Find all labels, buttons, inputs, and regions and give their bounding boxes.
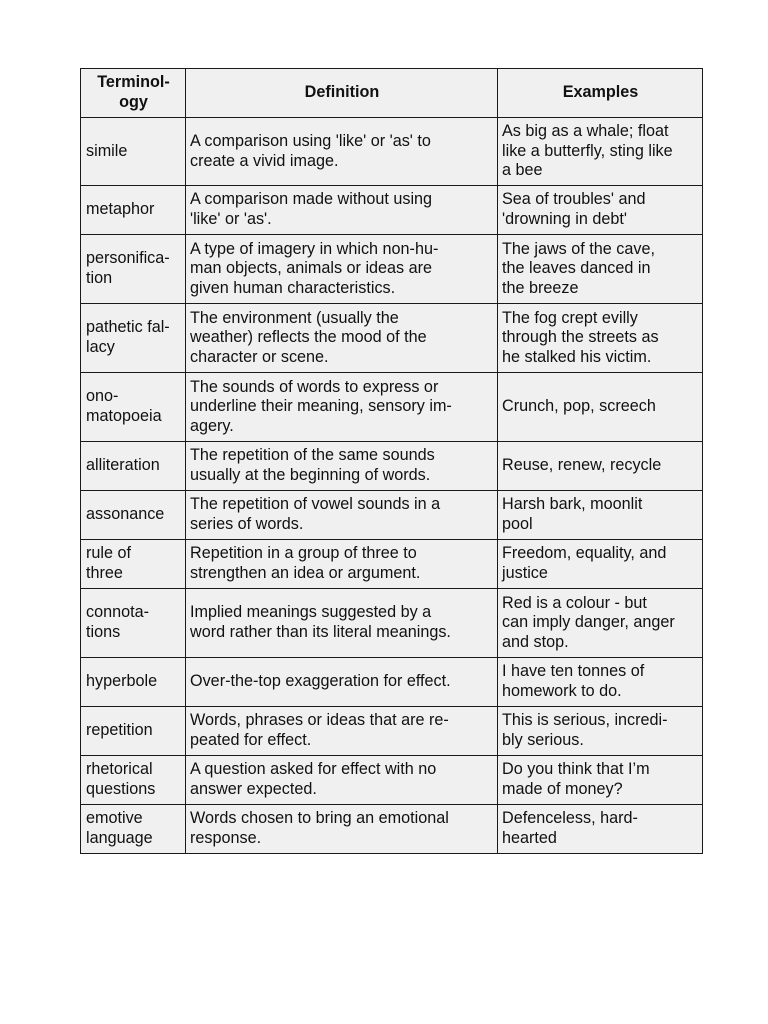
terminology-table	[80, 68, 703, 854]
header-examples: Examples	[498, 69, 703, 118]
term-cell: personifica- tion	[81, 235, 186, 304]
table-row	[81, 373, 703, 442]
header-definition: Definition	[186, 69, 498, 118]
example-cell: Freedom, equality, and justice	[498, 540, 703, 589]
definition-cell: Implied meanings suggested by a word rather than its literal meanings.	[186, 589, 498, 658]
term-cell: metaphor	[81, 186, 186, 235]
table-row	[81, 756, 703, 805]
term-cell: repetition	[81, 707, 186, 756]
definition-cell: Words chosen to bring an emotional response.	[186, 805, 498, 854]
table-row	[81, 186, 703, 235]
definition-cell: Repetition in a group of three to strengthen an idea or argument.	[186, 540, 498, 589]
table-row	[81, 707, 703, 756]
table-row	[81, 589, 703, 658]
example-cell: Defenceless, hard- hearted	[498, 805, 703, 854]
example-cell: Sea of troubles' and 'drowning in debt'	[498, 186, 703, 235]
definition-cell: A comparison made without using 'like' or 'as'.	[186, 186, 498, 235]
header-row	[81, 69, 703, 118]
definition-cell: Words, phrases or ideas that are re- peated for effect.	[186, 707, 498, 756]
term-cell: rhetorical questions	[81, 756, 186, 805]
example-cell: The jaws of the cave, the leaves danced in the breeze	[498, 235, 703, 304]
term-cell: hyperbole	[81, 658, 186, 707]
table-row	[81, 491, 703, 540]
table-row	[81, 805, 703, 854]
table-row	[81, 118, 703, 186]
table-row	[81, 235, 703, 304]
table-row	[81, 304, 703, 373]
definition-cell: The repetition of vowel sounds in a series of words.	[186, 491, 498, 540]
definition-cell: The repetition of the same sounds usually at the beginning of words.	[186, 442, 498, 491]
example-cell: Crunch, pop, screech	[498, 373, 703, 442]
table-row	[81, 442, 703, 491]
definition-cell: A comparison using 'like' or 'as' to create a vivid image.	[186, 118, 498, 186]
term-cell: rule of three	[81, 540, 186, 589]
example-cell: The fog crept evilly through the streets as he stalked his victim.	[498, 304, 703, 373]
example-cell: I have ten tonnes of homework to do.	[498, 658, 703, 707]
definition-cell: The environment (usually the weather) reflects the mood of the character or scene.	[186, 304, 498, 373]
header-terminology: Terminol- ogy	[81, 69, 186, 118]
term-cell: ono- matopoeia	[81, 373, 186, 442]
example-cell: Red is a colour - but can imply danger, anger and stop.	[498, 589, 703, 658]
example-cell: This is serious, incredi- bly serious.	[498, 707, 703, 756]
example-cell: Do you think that I’m made of money?	[498, 756, 703, 805]
definition-cell: Over-the-top exaggeration for effect.	[186, 658, 498, 707]
definition-cell: The sounds of words to express or underline their meaning, sensory im- agery.	[186, 373, 498, 442]
table-row	[81, 540, 703, 589]
term-cell: alliteration	[81, 442, 186, 491]
term-cell: simile	[81, 118, 186, 186]
definition-cell: A question asked for effect with no answer expected.	[186, 756, 498, 805]
table-row	[81, 658, 703, 707]
term-cell: pathetic fal- lacy	[81, 304, 186, 373]
term-cell: emotive language	[81, 805, 186, 854]
example-cell: Harsh bark, moonlit pool	[498, 491, 703, 540]
term-cell: connota- tions	[81, 589, 186, 658]
example-cell: Reuse, renew, recycle	[498, 442, 703, 491]
definition-cell: A type of imagery in which non-hu- man objects, animals or ideas are given human characteristics.	[186, 235, 498, 304]
term-cell: assonance	[81, 491, 186, 540]
example-cell: As big as a whale; float like a butterfly, sting like a bee	[498, 118, 703, 186]
